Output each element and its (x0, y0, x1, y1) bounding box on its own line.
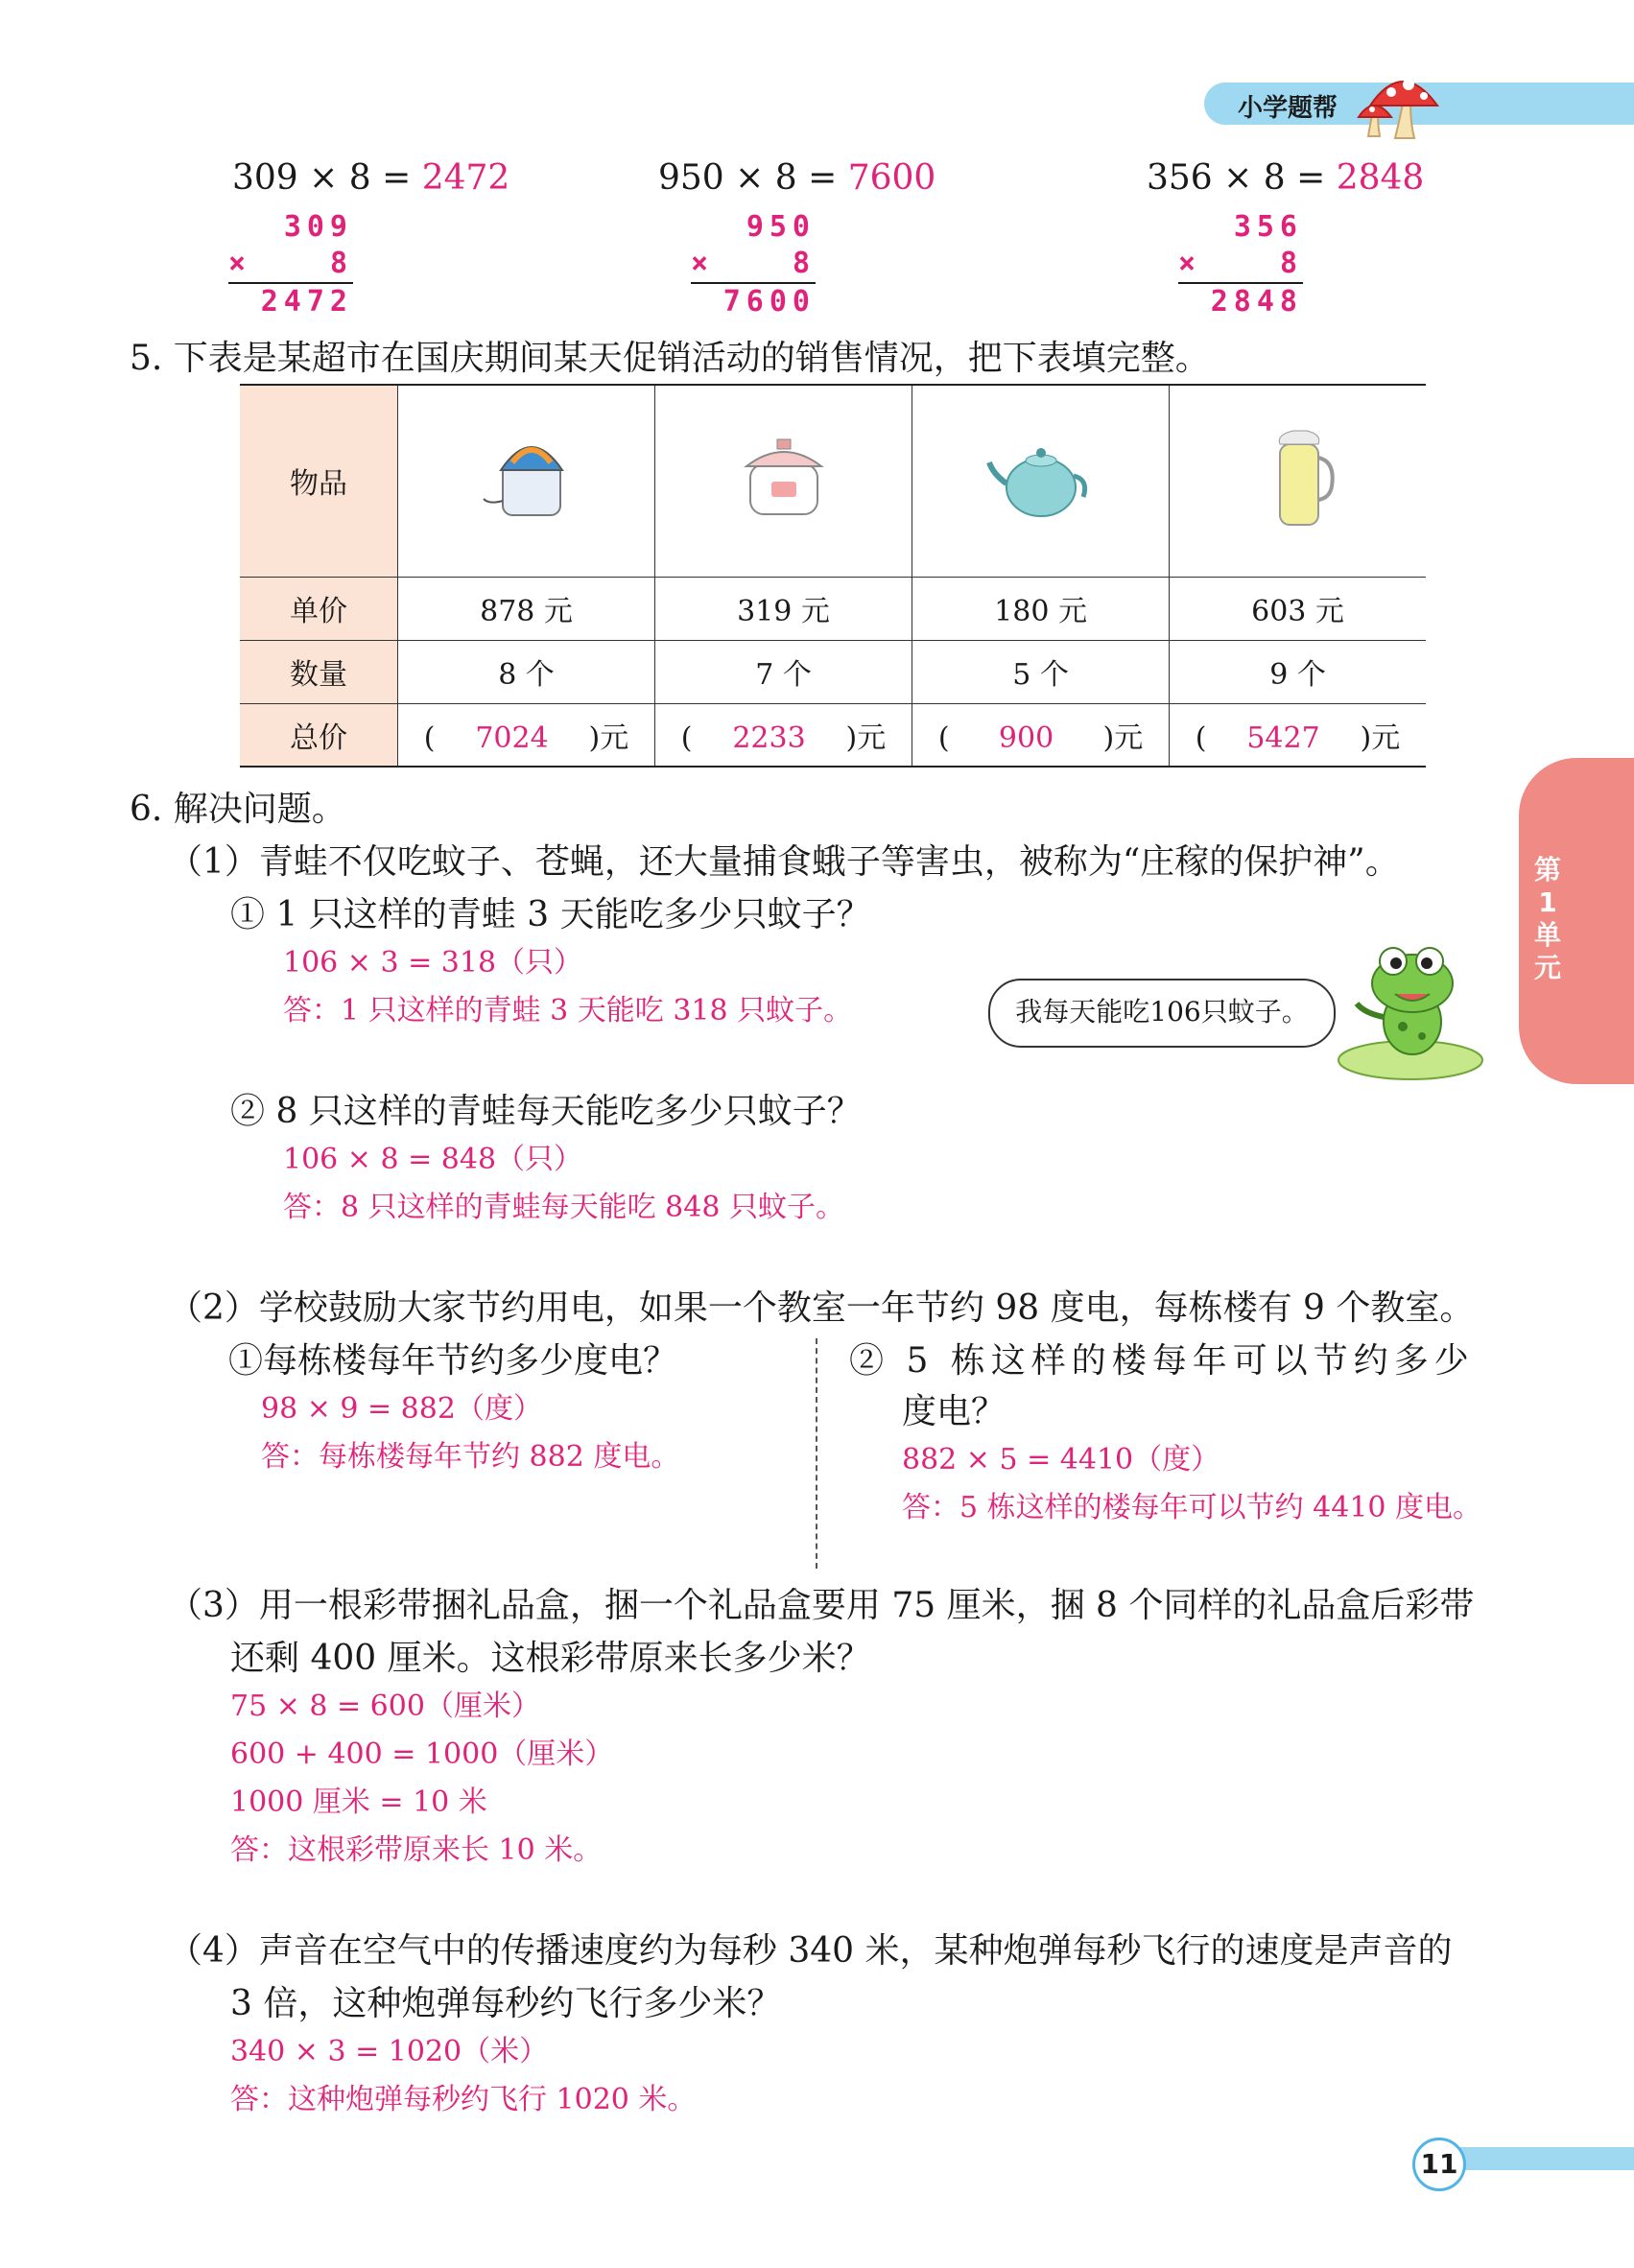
q6-p2-sub2-calc: 882 × 5 = 4410（度） (902, 1443, 1220, 1477)
q6-p2-sub1-answer: 答：每栋楼每年节约 882 度电。 (261, 1440, 680, 1474)
q6-p2-sub2-question: ② 5 栋这样的楼每年可以节约多少 (849, 1341, 1475, 1381)
unit-tab-label: 第1单元 (1533, 854, 1561, 983)
calc-3-expr: 356 × 8 = 2848 (1147, 158, 1425, 198)
q6-p2-sub2-question-cont: 度电？ (902, 1392, 1006, 1431)
rice-cooker-icon (731, 424, 837, 530)
q6-p4-text-1: （4）声音在空气中的传播速度约为每秒 340 米，某种炮弹每秒飞行的速度是声音的 (168, 1931, 1453, 1971)
total-cell: ( 2233 )元 (655, 703, 912, 767)
q6-p3-calc-1: 75 × 8 = 600（厘米） (230, 1689, 540, 1723)
heater-icon (474, 424, 580, 530)
table-row-items (240, 385, 1426, 577)
total-cell: ( 7024 )元 (398, 703, 655, 767)
mushroom-icon (1353, 58, 1458, 144)
q6-p3-calc-3: 1000 厘米 = 10 米 (230, 1785, 487, 1819)
total-cell: ( 5427 )元 (1170, 703, 1426, 767)
q6-p1-sub1-answer: 答：1 只这样的青蛙 3 天能吃 318 只蚊子。 (283, 994, 853, 1028)
q6-p4-answer: 答：这种炮弹每秒约飞行 1020 米。 (230, 2083, 697, 2116)
q6-p4-text-2: 3 倍，这种炮弹每秒约飞行多少米？ (230, 1984, 782, 2023)
q6-p1-sub2-question: ② 8 只这样的青蛙每天能吃多少只蚊子？ (230, 1092, 862, 1131)
thermos-icon (1245, 419, 1351, 534)
calc-2-expr: 950 × 8 = 7600 (658, 158, 936, 198)
q6-p2-sub2-answer: 答：5 栋这样的楼每年可以节约 4410 度电。 (902, 1491, 1482, 1524)
teapot-icon (983, 424, 1099, 530)
vertical-calc-3: 356 × 8 2848 (1178, 210, 1303, 319)
q6-p3-text-2: 还剩 400 厘米。这根彩带原来长多少米？ (230, 1639, 871, 1678)
q6-p1-sub2-calc: 106 × 8 = 848（只） (283, 1143, 583, 1176)
total-cell: ( 900 )元 (912, 703, 1170, 767)
q6-p3-text-1: （3）用一根彩带捆礼品盒，捆一个礼品盒要用 75 厘米，捆 8 个同样的礼品盒后彩带 (168, 1586, 1475, 1625)
q6-p1-text: （1）青蛙不仅吃蚊子、苍蝇，还大量捕食蛾子等害虫，被称为“庄稼的保护神”。 (168, 842, 1400, 882)
speech-bubble: 我每天能吃106只蚊子。 (988, 979, 1336, 1048)
table-row-quantity: 数量 8 个 7 个 5 个 9 个 (240, 640, 1426, 703)
q5-title: 5. 下表是某超市在国庆期间某天促销活动的销售情况，把下表填完整。 (130, 339, 1210, 378)
q6-p2-sub1-calc: 98 × 9 = 882（度） (261, 1392, 542, 1426)
q6-p1-sub2-answer: 答：8 只这样的青蛙每天能吃 848 只蚊子。 (283, 1191, 844, 1224)
q6-p4-calc: 340 × 3 = 1020（米） (230, 2035, 549, 2068)
vertical-calc-1: 309 × 8 2472 (228, 210, 353, 319)
sales-table (240, 384, 1426, 768)
q6-p2-sub1-question: ①每栋楼每年节约多少度电？ (228, 1341, 678, 1381)
q6-p3-answer: 答：这根彩带原来长 10 米。 (230, 1833, 603, 1867)
page-number-bar (1439, 2147, 1634, 2170)
q6-title: 6. 解决问题。 (130, 790, 346, 829)
q6-p1-sub1-question: ① 1 只这样的青蛙 3 天能吃多少只蚊子？ (230, 895, 871, 934)
vertical-calc-2: 950 × 8 7600 (691, 210, 816, 319)
row-label-item: 物品 (240, 385, 398, 577)
frog-icon (1334, 931, 1497, 1084)
q6-p3-calc-2: 600 + 400 = 1000（厘米） (230, 1737, 614, 1771)
table-row-price: 单价 878 元 319 元 180 元 603 元 (240, 577, 1426, 640)
q6-p2-text: （2）学校鼓励大家节约用电，如果一个教室一年节约 98 度电，每栋楼有 9 个教室。 (168, 1288, 1475, 1328)
q6-p1-sub1-calc: 106 × 3 = 318（只） (283, 946, 583, 980)
brand-title: 小学题帮 (1238, 94, 1338, 123)
page-number: 11 (1412, 2138, 1466, 2191)
divider (816, 1338, 817, 1569)
calc-1-expr: 309 × 8 = 2472 (232, 158, 510, 198)
table-row-total: 总价 ( 7024 )元 ( 2233 )元 ( 900 )元 ( 5427 )元 (240, 703, 1426, 767)
